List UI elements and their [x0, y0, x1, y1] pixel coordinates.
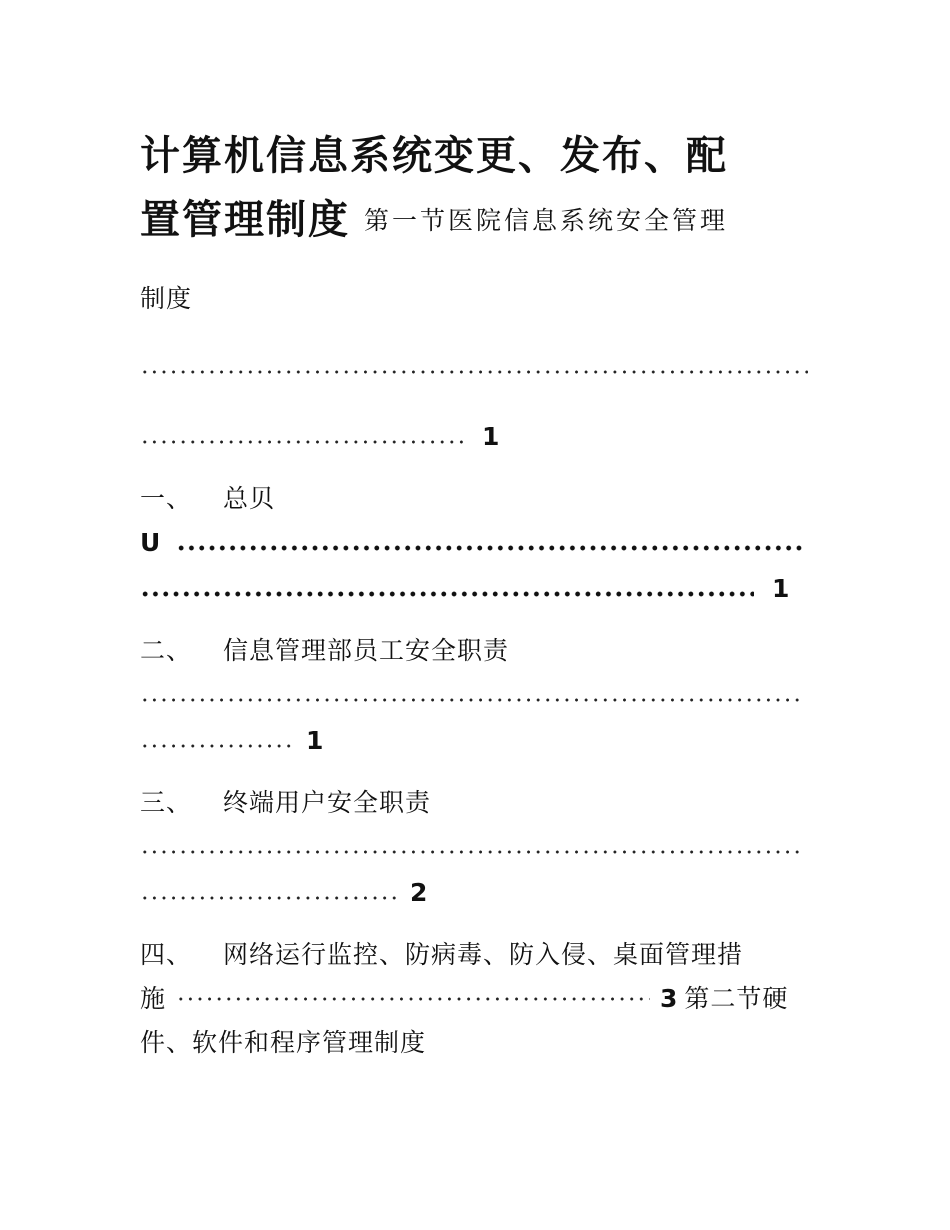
section2-heading: 第二节硬 [684, 984, 789, 1013]
toc-leader-dots [140, 588, 754, 600]
toc-item-number: 四、 [140, 940, 193, 969]
section1-page-number: 1 [482, 422, 500, 451]
section1-heading-cont: 制度 [140, 284, 193, 313]
toc-item-page-number: 1 [772, 574, 790, 603]
toc-item-page-number: 2 [410, 878, 428, 907]
toc-leader-dots [176, 993, 650, 1005]
toc-item-4 [140, 938, 743, 972]
section2-heading-cont: 件、软件和程序管理制度 [140, 1028, 427, 1057]
toc-item-3 [140, 786, 431, 820]
section1-heading: 第一节医院信息系统安全管理 [364, 206, 729, 235]
toc-item-extra-label: U [140, 528, 161, 557]
toc-item-2 [140, 634, 509, 668]
toc-leader-dots [140, 366, 808, 378]
toc-item-label-cont: 施 [140, 984, 167, 1013]
document-title-line-2 [140, 196, 728, 245]
toc-item-label: 终端用户安全职责 [222, 788, 431, 817]
toc-item-label: 信息管理部员工安全职责 [222, 636, 509, 665]
toc-leader-dots [140, 436, 466, 448]
toc-item-page-number: 3 [660, 984, 679, 1013]
toc-item-label: 总贝 [222, 484, 275, 513]
toc-leader-dots [140, 892, 396, 904]
document-title-text-1: 计算机信息系统变更、发布、配 [140, 133, 728, 179]
document-title-text-2: 置管理制度 [140, 197, 350, 243]
toc-item-1 [140, 482, 275, 516]
toc-leader-dots [176, 542, 802, 554]
toc-item-number: 二、 [140, 636, 193, 665]
document-title-line-1 [140, 132, 728, 180]
toc-leader-dots [140, 740, 292, 752]
toc-leader-dots [140, 694, 804, 706]
toc-item-page-number: 1 [306, 726, 324, 755]
toc-item-4-cont [140, 982, 788, 1016]
toc-item-number: 三、 [140, 788, 193, 817]
toc-item-label: 网络运行监控、防病毒、防入侵、桌面管理措 [222, 940, 743, 969]
toc-item-number: 一、 [140, 484, 193, 513]
toc-leader-dots [140, 846, 804, 858]
